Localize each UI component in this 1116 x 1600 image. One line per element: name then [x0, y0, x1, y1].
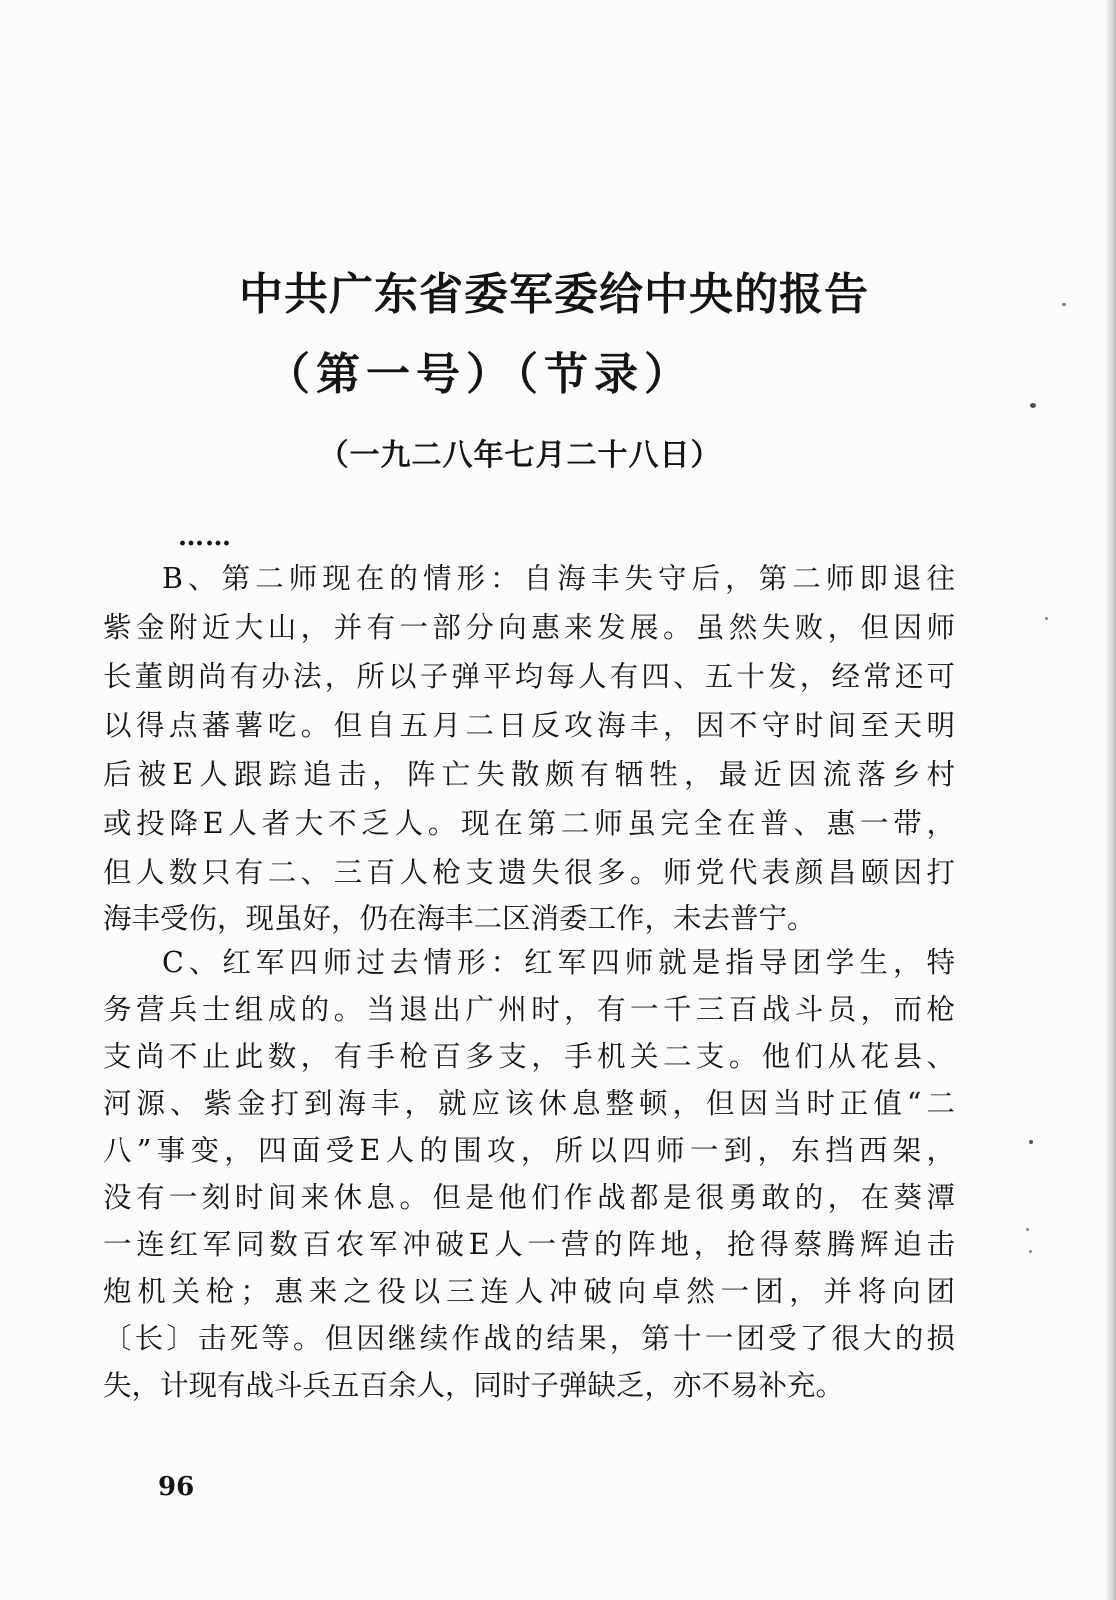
document-title: 中共广东省委军委给中央的报告 [239, 269, 869, 320]
text-line: 海丰受伤，现虽好，仍在海丰二区消委工作，未去普宁。 [103, 902, 816, 935]
scan-edge-shadow [1104, 0, 1116, 1600]
scan-speck [1045, 617, 1048, 620]
text-line: 一连红军同数百农军冲破E人一营的阵地，抢得蔡腾辉迫击 [103, 1228, 955, 1261]
scan-speck [1029, 1250, 1032, 1253]
text-line: 没有一刻时间来休息。但是他们作战都是很勇敢的，在葵潭 [103, 1181, 955, 1214]
document-date: （一九二八年七月二十八日） [318, 438, 722, 473]
scan-speck [1029, 1140, 1033, 1144]
scan-speck [1026, 1228, 1029, 1231]
text-line: 〔长〕击死等。但因继续作战的结果，第十一团受了很大的损 [103, 1322, 955, 1355]
text-line: 炮机关枪；惠来之役以三连人冲破向卓然一团，并将向团 [103, 1275, 955, 1308]
document-subtitle: （第一号）（节录） [266, 349, 694, 400]
text-line: 紫金附近大山，并有一部分向惠来发展。虽然失败，但因师 [103, 611, 955, 644]
page-number: 96 [158, 1472, 195, 1502]
text-line: 长董朗尚有办法，所以子弹平均每人有四、五十发，经常还可 [103, 660, 955, 693]
text-line: 支尚不止此数，有手枪百多支，手机关二支。他们从花县、 [103, 1040, 955, 1073]
text-line: B、第二师现在的情形：自海丰失守后，第二师即退往 [162, 562, 955, 595]
text-line: 失，计现有战斗兵五百余人，同时子弹缺乏，亦不易补充。 [103, 1369, 845, 1402]
text-line: 河源、紫金打到海丰，就应该休息整顿，但因当时正值“二 [103, 1087, 955, 1120]
text-line: C、红军四师过去情形：红军四师就是指导团学生，特 [162, 946, 955, 979]
text-line: 但人数只有二、三百人枪支遗失很多。师党代表颜昌颐因打 [103, 856, 955, 889]
text-line: 或投降E人者大不乏人。现在第二师虽完全在普、惠一带， [103, 807, 955, 840]
text-line: 后被E人跟踪追击，阵亡失散颇有牺牲，最近因流落乡村 [103, 758, 955, 791]
scan-speck [1030, 403, 1036, 408]
text-line: 以得点蕃薯吃。但自五月二日反攻海丰，因不守时间至天明 [103, 709, 955, 742]
text-line: 务营兵士组成的。当退出广州时，有一千三百战斗员，而枪 [103, 993, 955, 1026]
text-line: 八”事变，四面受E人的围攻，所以四师一到，东挡西架， [103, 1134, 955, 1167]
omission-ellipsis: …… [178, 522, 232, 552]
